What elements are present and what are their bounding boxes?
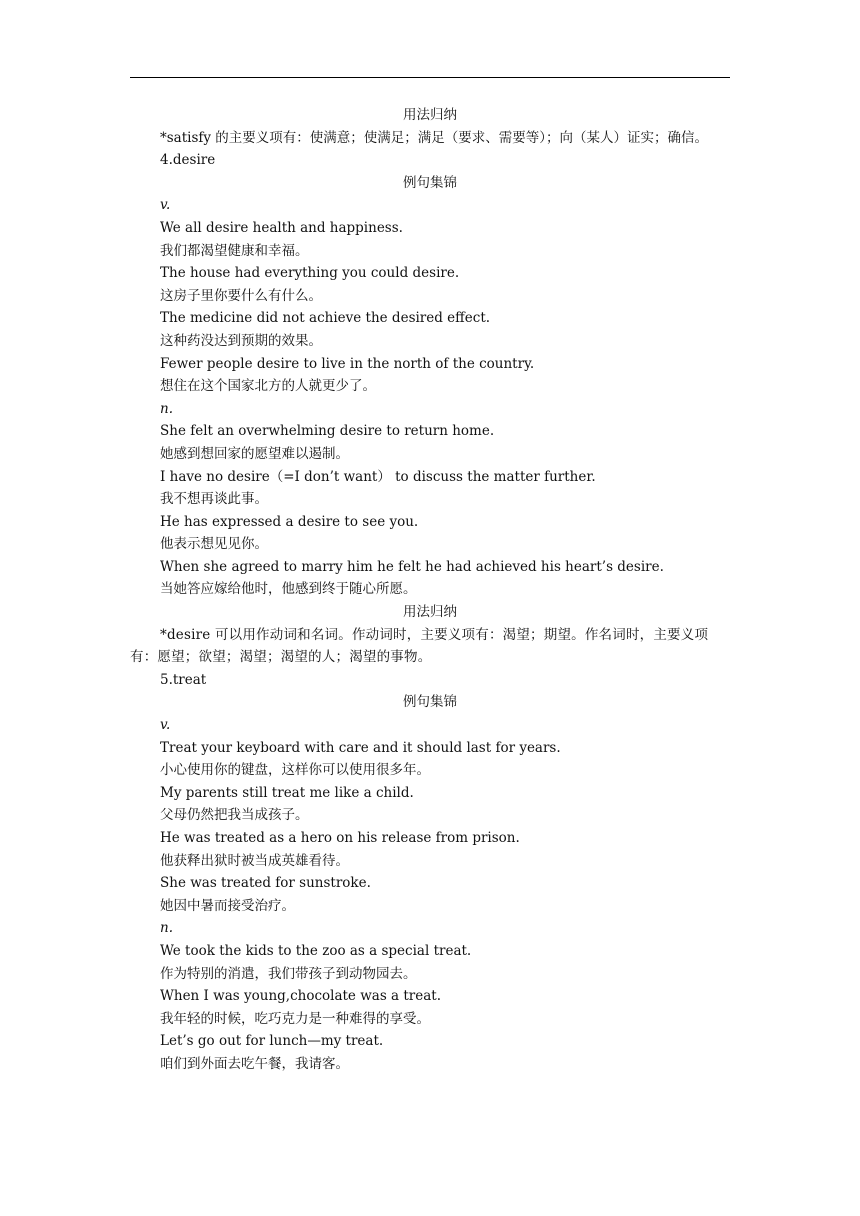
example-zh: 她感到想回家的愿望难以遏制。 <box>160 445 349 462</box>
example-en: The medicine did not achieve the desired effect. <box>160 310 491 327</box>
example-zh: 我不想再谈此事。 <box>160 491 268 508</box>
example-zh: 我们都渴望健康和幸福。 <box>160 242 309 259</box>
pos-label-verb: v. <box>160 197 171 214</box>
section-heading-examples: 例句集锦 <box>403 174 457 191</box>
example-en: Fewer people desire to live in the north of the country. <box>160 355 535 372</box>
example-zh: 这房子里你要什么有什么。 <box>160 287 322 304</box>
example-zh: 作为特别的消遣，我们带孩子到动物园去。 <box>160 965 417 982</box>
section-heading-usage: 用法归纳 <box>403 107 457 123</box>
example-zh: 想住在这个国家北方的人就更少了。 <box>160 378 376 395</box>
document-page <box>130 104 730 1076</box>
example-en: Let’s go out for lunch—my treat. <box>160 1033 384 1050</box>
example-en: I have no desire（=I don’t want） to discuss the matter further. <box>160 468 596 485</box>
example-zh: 我年轻的时候，吃巧克力是一种难得的享受。 <box>160 1010 430 1027</box>
example-zh: 当她答应嫁给他时，他感到终于随心所愿。 <box>160 581 417 598</box>
section-heading-examples: 例句集锦 <box>403 694 457 711</box>
entry-title-treat: 5.treat <box>160 671 207 688</box>
example-en: We took the kids to the zoo as a special treat. <box>160 942 472 959</box>
pos-label-noun: n. <box>160 920 173 937</box>
pos-label-noun: n. <box>160 400 173 417</box>
example-zh: 他获释出狱时被当成英雄看待。 <box>160 852 349 869</box>
example-zh: 咱们到外面去吃午餐，我请客。 <box>160 1055 349 1072</box>
section-heading-usage: 用法归纳 <box>403 604 457 621</box>
example-zh: 小心使用你的键盘，这样你可以使用很多年。 <box>160 762 430 779</box>
usage-note-satisfy: *satisfy 的主要义项有：使满意；使满足；满足（要求、需要等）；向（某人）证实；确信。 <box>160 129 709 146</box>
example-en: He was treated as a hero on his release from prison. <box>160 830 520 846</box>
example-en: She was treated for sunstroke. <box>160 875 371 892</box>
example-en: We all desire health and happiness. <box>160 219 403 236</box>
example-en: He has expressed a desire to see you. <box>160 513 419 530</box>
example-en: When she agreed to marry him he felt he had achieved his heart’s desire. <box>160 558 664 575</box>
example-en: When I was young,chocolate was a treat. <box>160 988 442 1005</box>
example-en: She felt an overwhelming desire to return home. <box>160 423 495 440</box>
header-rule <box>130 77 730 78</box>
example-en: The house had everything you could desire. <box>160 265 460 282</box>
entry-title-desire: 4.desire <box>160 152 216 169</box>
example-zh: 她因中暑而接受治疗。 <box>160 897 295 914</box>
pos-label-verb: v. <box>160 717 171 734</box>
example-en: My parents still treat me like a child. <box>160 784 414 801</box>
usage-note-desire: *desire 可以用作动词和名词。作动词时，主要义项有：渴望；期望。作名词时，主要义项有：愿望；欲望；渴望；渴望的人；渴望的事物。 <box>130 626 709 666</box>
example-en: Treat your keyboard with care and it should last for years. <box>160 739 561 756</box>
example-zh: 这种药没达到预期的效果。 <box>160 332 322 349</box>
example-zh: 父母仍然把我当成孩子。 <box>160 807 309 824</box>
example-zh: 他表示想见见你。 <box>160 536 268 553</box>
